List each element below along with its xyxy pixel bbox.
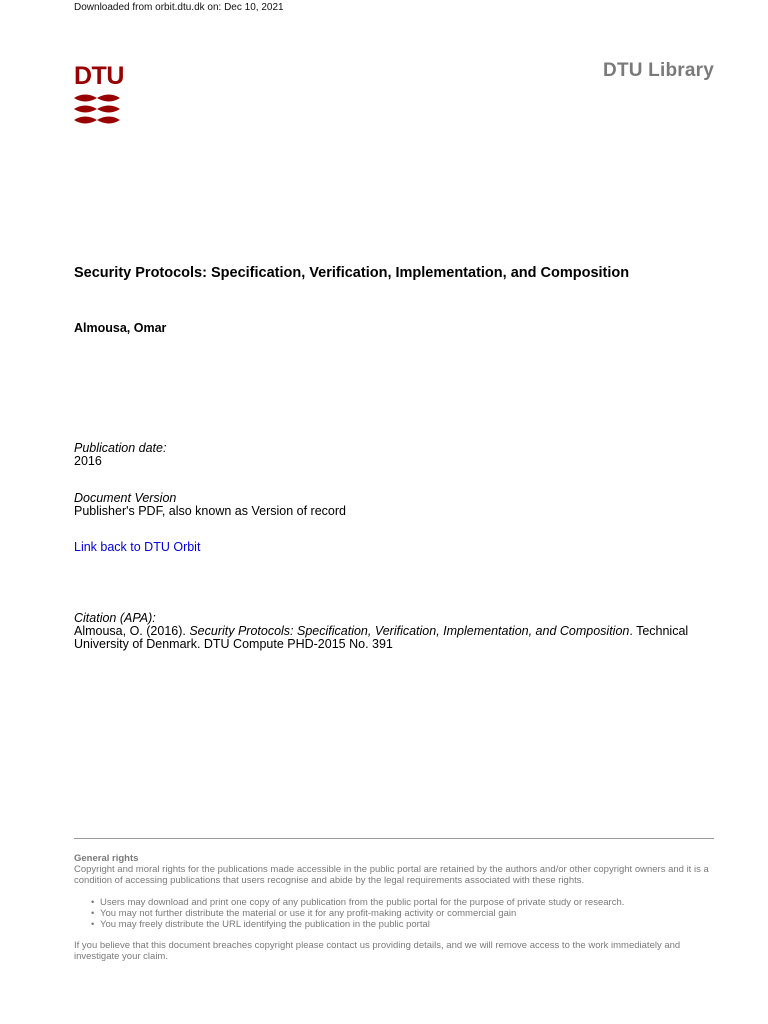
publication-date bbox=[74, 442, 166, 468]
general-rights-section bbox=[74, 853, 719, 963]
rights-list bbox=[74, 897, 719, 931]
citation-label: Citation (APA): bbox=[74, 611, 156, 625]
divider bbox=[74, 838, 714, 839]
dtu-logo-waves-icon bbox=[74, 92, 120, 126]
citation-prefix: Almousa, O. (2016). bbox=[74, 624, 190, 638]
dtu-orbit-link[interactable]: Link back to DTU Orbit bbox=[74, 540, 201, 554]
dtu-library-label: DTU Library bbox=[603, 60, 714, 81]
rights-list-item: • You may freely distribute the URL identifying the publication in the public portal bbox=[100, 919, 719, 930]
publication-title: Security Protocols: Specification, Verification, Implementation, and Composition bbox=[74, 265, 630, 281]
publication-date-label: Publication date: bbox=[74, 441, 167, 455]
dtu-logo bbox=[74, 62, 124, 126]
general-rights-heading: General rights bbox=[74, 853, 139, 864]
citation-text bbox=[74, 625, 720, 651]
citation-title: Security Protocols: Specification, Verification, Implementation, and Composition bbox=[189, 624, 630, 638]
rights-list-item: • Users may download and print one copy of any publication from the public portal for the purpose of private study or research. bbox=[100, 897, 719, 908]
download-note: Downloaded from orbit.dtu.dk on: Dec 10, 2021 bbox=[74, 2, 284, 13]
author-name: Almousa, Omar bbox=[74, 321, 167, 335]
citation-suffix: . Technical University of Denmark. DTU Compute PHD-2015 No. 391 bbox=[74, 624, 689, 651]
general-rights-closing: If you believe that this document breaches copyright please contact us providing details, and we will remove access to the work immediately and investigate your claim. bbox=[74, 940, 681, 963]
document-version-label: Document Version bbox=[74, 491, 177, 505]
rights-list-item: • You may not further distribute the material or use it for any profit-making activity or commercial gain bbox=[100, 908, 719, 919]
dtu-logo-text: DTU bbox=[74, 62, 124, 90]
document-version-value: Publisher's PDF, also known as Version of record bbox=[74, 503, 346, 518]
publication-date-value: 2016 bbox=[74, 454, 102, 468]
general-rights-intro: Copyright and moral rights for the publications made accessible in the public portal are retained by the authors and/or other copyright owners and it is a condition of accessing publications that users recognise and abide by the legal requirements associated with these rights. bbox=[74, 864, 709, 887]
document-version bbox=[74, 492, 346, 517]
citation bbox=[74, 612, 720, 651]
